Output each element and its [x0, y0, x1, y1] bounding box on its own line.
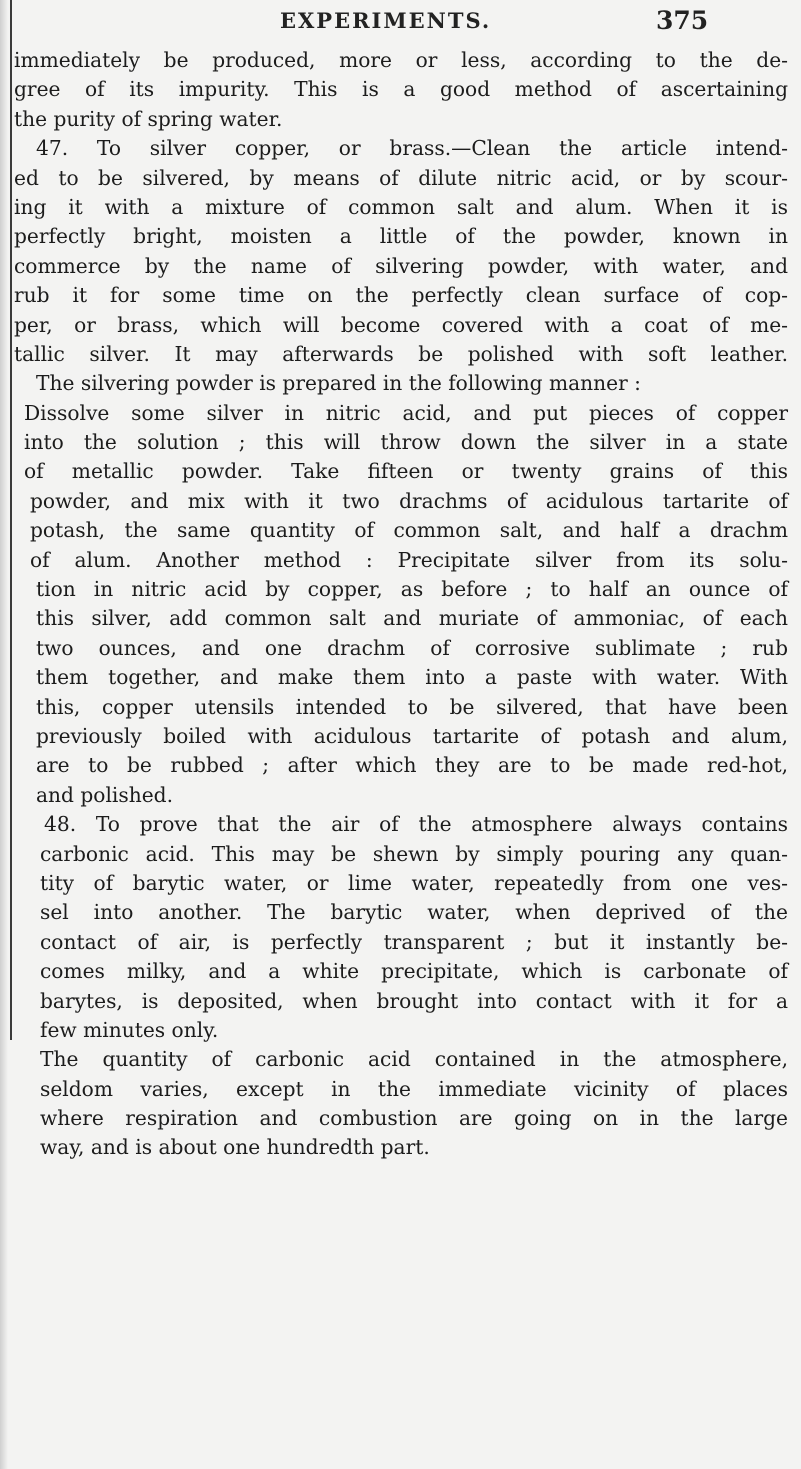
- text-line: Dissolve some silver in nitric acid, and put pieces of copper: [24, 400, 788, 425]
- text-line: barytes, is deposited, when brought into contact with it for a: [40, 988, 788, 1013]
- text-line: rub it for some time on the perfectly clean surface of cop-: [14, 283, 788, 308]
- text-line: and polished.: [36, 782, 174, 807]
- text-line: previously boiled with acidulous tartarite of potash and alum,: [36, 723, 788, 748]
- text-line: immediately be produced, more or less, according to the de-: [14, 48, 788, 72]
- text-line: into the solution ; this will throw down the silver in a state: [24, 430, 788, 455]
- page-binding-edge: [0, 0, 8, 1469]
- text-line: tallic silver. It may afterwards be polished with soft leather.: [14, 341, 788, 366]
- text-line: of metallic powder. Take fifteen or twenty grains of this: [24, 459, 788, 484]
- body-text: [14, 46, 788, 1163]
- page-margin-line: [10, 0, 12, 1040]
- text-line: powder, and mix with it two drachms of acidulous tartarite of: [30, 488, 788, 513]
- text-line: carbonic acid. This may be shewn by simply pouring any quan-: [40, 841, 788, 866]
- running-head: EXPERIMENTS.: [280, 8, 492, 33]
- text-line: this silver, add common salt and muriate of ammoniac, of each: [36, 606, 788, 631]
- page-number: 375: [656, 6, 709, 35]
- text-line: tion in nitric acid by copper, as before ; to half an ounce of: [36, 577, 788, 602]
- text-line: are to be rubbed ; after which they are to be made red-hot,: [36, 753, 788, 778]
- text-line: commerce by the name of silvering powder, with water, and: [14, 253, 788, 278]
- text-line: potash, the same quantity of common salt, and half a drachm: [30, 518, 788, 543]
- text-line: ing it with a mixture of common salt and alum. When it is: [14, 194, 788, 219]
- text-line: few minutes only.: [40, 1017, 219, 1042]
- text-line: this, copper utensils intended to be silvered, that have been: [36, 694, 788, 719]
- text-line: The quantity of carbonic acid contained in the atmosphere,: [40, 1047, 788, 1072]
- text-line: perfectly bright, moisten a little of the powder, known in: [14, 224, 788, 249]
- text-line: tity of barytic water, or lime water, repeatedly from one ves-: [40, 870, 788, 895]
- text-line: them together, and make them into a paste with water. With: [36, 665, 788, 690]
- page-header: [280, 6, 750, 40]
- text-line: contact of air, is perfectly transparent ; but it instantly be-: [40, 929, 788, 954]
- text-line: of alum. Another method : Precipitate silver from its solu-: [30, 547, 788, 572]
- text-line: per, or brass, which will become covered with a coat of me-: [14, 312, 788, 337]
- paragraph-48-heading-line: 48. To prove that the air of the atmosphere always contains: [44, 812, 788, 837]
- text-line: ed to be silvered, by means of dilute nitric acid, or by scour-: [14, 165, 788, 190]
- paragraph-47-heading-line: 47. To silver copper, or brass.—Clean the article intend-: [36, 136, 788, 161]
- text-line: The silvering powder is prepared in the following manner :: [36, 371, 641, 396]
- text-line: seldom varies, except in the immediate vicinity of places: [40, 1076, 788, 1101]
- text-line: way, and is about one hundredth part.: [40, 1135, 430, 1160]
- text-line: the purity of spring water.: [14, 106, 283, 131]
- text-line: comes milky, and a white precipitate, which is carbonate of: [40, 959, 788, 984]
- text-line: sel into another. The barytic water, when deprived of the: [40, 900, 788, 925]
- text-line: where respiration and combustion are going on in the large: [40, 1106, 788, 1131]
- text-line: gree of its impurity. This is a good method of ascertaining: [14, 77, 788, 102]
- text-line: two ounces, and one drachm of corrosive sublimate ; rub: [36, 635, 788, 660]
